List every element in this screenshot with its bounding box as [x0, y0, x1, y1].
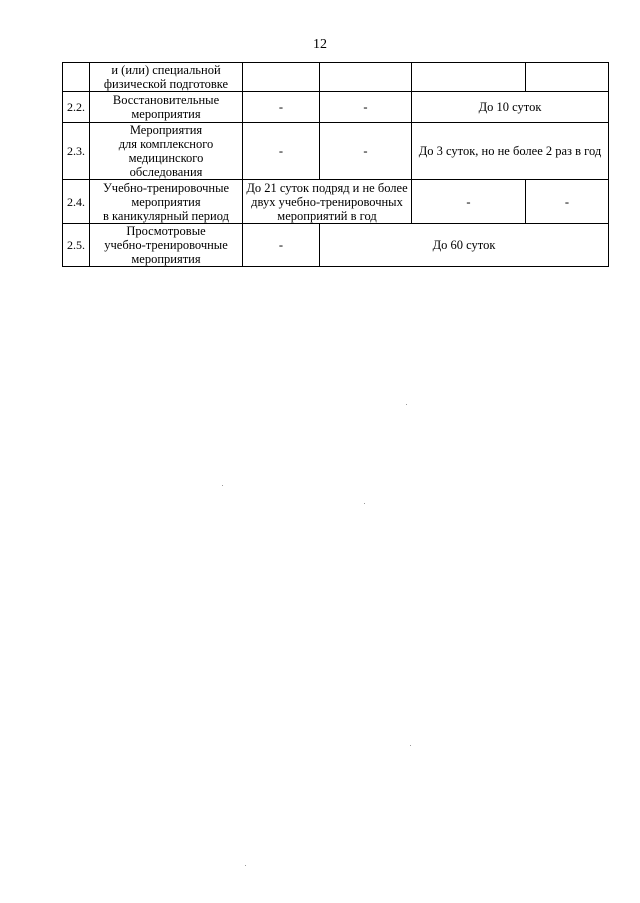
period-cell-merged — [243, 180, 412, 224]
event-name — [90, 224, 243, 267]
event-name-line: Мероприятия — [129, 123, 203, 137]
period-cell-merged: До 60 суток — [320, 224, 609, 267]
event-name-line: мероприятия — [131, 252, 201, 266]
event-name-line: мероприятия — [131, 107, 201, 121]
table-row — [63, 63, 609, 92]
period-line: До 21 суток подряд и не более — [246, 180, 408, 195]
row-number: 2.4. — [63, 180, 90, 224]
period-line: двух учебно-тренировочных — [251, 194, 403, 209]
empty-cell — [526, 63, 609, 92]
event-name-line: для комплексного — [118, 137, 214, 151]
row-number: 2.3. — [63, 123, 90, 180]
event-name-line: Учебно-тренировочные — [102, 180, 230, 195]
event-name-line: физической подготовке — [103, 77, 229, 91]
page-number: 12 — [313, 37, 327, 52]
table-row — [63, 92, 609, 123]
event-name — [90, 63, 243, 92]
period-cell: - — [243, 92, 320, 123]
period-cell-merged: До 10 суток — [412, 92, 609, 123]
period-cell: - — [526, 180, 609, 224]
table-row — [63, 180, 609, 224]
empty-cell — [320, 63, 412, 92]
period-cell: - — [412, 180, 526, 224]
event-name — [90, 92, 243, 123]
scan-speck — [406, 404, 407, 405]
period-cell-merged: До 3 суток, но не более 2 раз в год — [412, 123, 609, 180]
period-cell: - — [243, 123, 320, 180]
period-cell: - — [320, 123, 412, 180]
event-name-line: Восстановительные — [112, 93, 220, 107]
event-name-line: мероприятия — [131, 194, 201, 209]
period-cell: - — [320, 92, 412, 123]
row-number — [63, 63, 90, 92]
event-name — [90, 123, 243, 180]
periods-table — [62, 62, 609, 267]
event-name-line: учебно-тренировочные — [104, 238, 228, 252]
event-name-line: в каникулярный период — [102, 208, 229, 223]
scan-speck — [222, 485, 223, 486]
table-row — [63, 224, 609, 267]
event-name-line: медицинского — [128, 151, 204, 165]
empty-cell — [412, 63, 526, 92]
event-name-line: и (или) специальной — [111, 63, 221, 77]
event-name-line: Просмотровые — [126, 224, 206, 238]
table-row — [63, 123, 609, 180]
empty-cell — [243, 63, 320, 92]
period-line: мероприятий в год — [277, 208, 377, 223]
scan-speck — [364, 503, 365, 504]
event-name — [90, 180, 243, 224]
row-number: 2.2. — [63, 92, 90, 123]
event-name-line: обследования — [129, 165, 203, 179]
scan-speck — [245, 865, 246, 866]
scan-speck — [410, 745, 411, 746]
row-number: 2.5. — [63, 224, 90, 267]
period-cell: - — [243, 224, 320, 267]
